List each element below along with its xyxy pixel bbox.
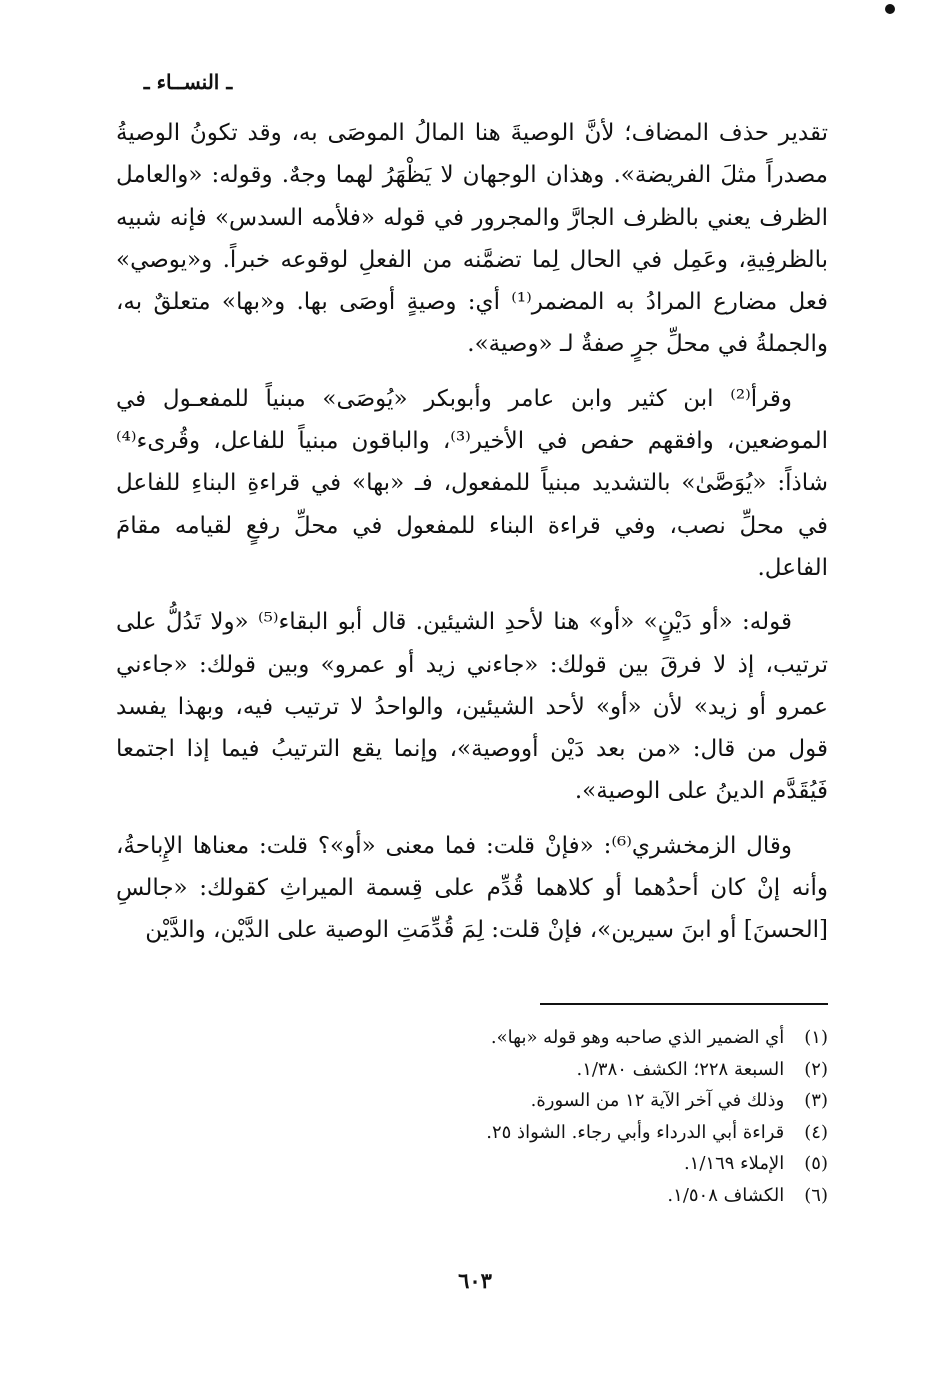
paragraph-2: وقرأ⁽²⁾ ابن كثير وابن عامر وأبوبكر «يُوصَى» مبنياً للمفعـول في الموضعين، وافقهم حفص في الأخير⁽³⁾، والباقون مبنياً للفاعل، وقُرىء⁽⁴⁾ شاذاً: «يُوَصَّىٰ» بالتشديد مبنياً للمفعول، فـ «بها» في قراءةِ البناءِ للفاعل في محلِّ نصب، وفي قراءة البناء للمفعول في محلِّ رفعٍ لقيامه مقامَ الفاعل. — [116, 385, 828, 581]
footnote-text: قراءة أبي الدرداء وأبي رجاء. الشواذ ٢٥. — [486, 1121, 785, 1143]
paragraph-3: قوله: «أو دَيْنٍ» «أو» هنا لأحدِ الشيئين. قال أبو البقاء⁽⁵⁾ «ولا تَدُلُّ على ترتيب، إذ لا فرقَ بين قولك: «جاءني زيد أو عمرو» وبين قولك: «جاءني عمرو أو زيد» لأن «أو» لأحد الشيئين، والواحدُ لا ترتيب فيه، وبهذا يفسد قول من قال: «من بعد دَيْن أووصية»، وإنما يقع الترتيبُ فيما إذا اجتمعا فَيُقَدَّم الدينُ على الوصية». — [116, 609, 828, 805]
footnote-text: وذلك في آخر الآية ١٢ من السورة. — [530, 1090, 785, 1111]
footnote-number: (٤) — [804, 1121, 828, 1143]
footnote-text: الإملاء ١/١٦٩. — [683, 1153, 785, 1174]
footnote-text: الكشاف ١/٥٠٨. — [667, 1184, 785, 1206]
footnotes — [116, 1022, 828, 1211]
footnote-number: (٥) — [804, 1153, 828, 1174]
corner-dot-mark — [885, 4, 895, 14]
footnote-item — [116, 1022, 828, 1054]
paragraph-1: تقدير حذف المضاف؛ لأنَّ الوصيةَ هنا المالُ الموصَى به، وقد تكونُ الوصيةُ مصدراً مثلَ الفريضة». وهذان الوجهان لا يَظْهَرُ لهما وجهٌ. وقوله: «والعامل الظرف يعني بالظرف الجارَّ والمجرور في قوله «فلأمه السدس» فإنه شبيه بالظرفِيةِ، وعَمِل في الحال لِما تضمَّنه من الفعلِ لوقوعه خبراً. و«يوصي» فعل مضارع المرادُ به المضمر⁽¹⁾ أي: وصيةٍ أوصَى بها. و«بها» متعلقٌ به، والجملةُ في محلِّ جرٍ صفةٌ لـ «وصية». — [116, 120, 828, 358]
page-number: ٦٠٣ — [458, 1268, 492, 1293]
running-head: ـ النســاء ـ — [143, 70, 233, 94]
footnote-item — [116, 1117, 828, 1149]
footnote-number: (٣) — [804, 1090, 828, 1111]
footnote-separator — [540, 1003, 828, 1005]
footnote-text: أي الضمير الذي صاحبه وهو قوله «بها». — [490, 1027, 785, 1048]
main-text — [116, 112, 828, 952]
footnote-text: السبعة ٢٢٨؛ الكشف ١/٣٨٠. — [576, 1058, 785, 1080]
footnote-number: (٢) — [804, 1058, 828, 1080]
footnote-number: (٦) — [804, 1184, 828, 1206]
footnote-number: (١) — [804, 1027, 828, 1048]
footnote-item — [116, 1054, 828, 1086]
footnote-item — [116, 1085, 828, 1117]
footnote-item — [116, 1180, 828, 1212]
paragraph-4: وقال الزمخشري⁽⁶⁾: «فإنْ قلت: فما معنى «أو»؟ قلت: معناها الإِباحةُ، وأنه إنْ كان أحدُهما أو كلاهما قُدِّم على قِسمة الميراثِ كقولك: «جالسِ [الحسنَ] أو ابنَ سيرين»، فإنْ قلت: لِمَ قُدِّمَتِ الوصية على الدَّيْن، والدَّيْن — [116, 832, 828, 944]
footnote-item — [116, 1148, 828, 1180]
